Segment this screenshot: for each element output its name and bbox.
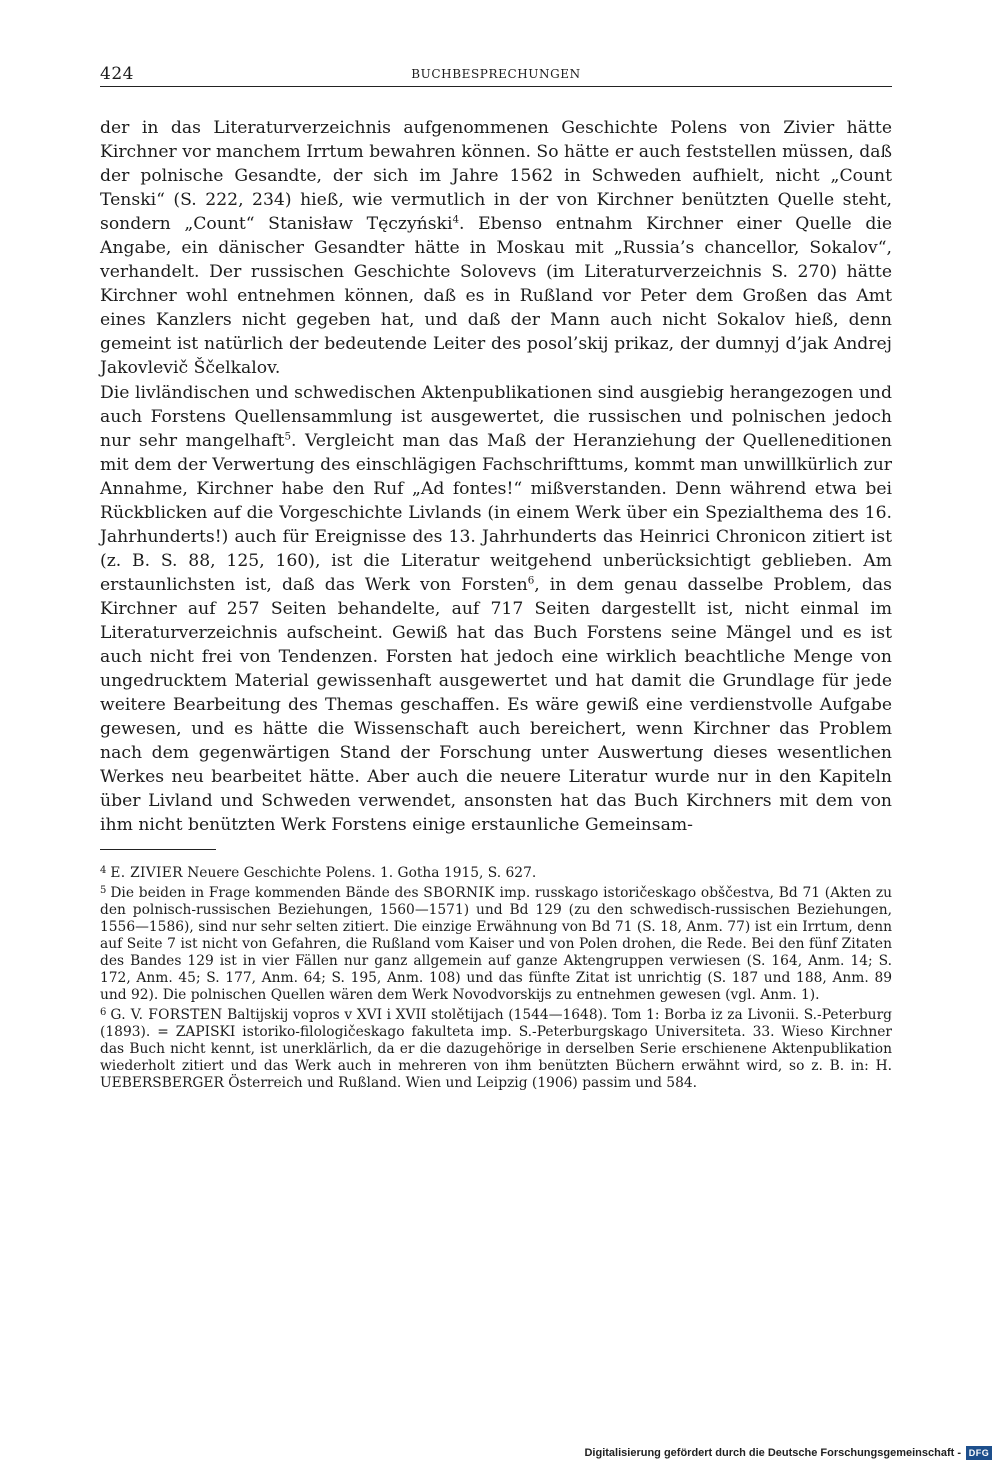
- footer-credit-text: Digitalisierung gefördert durch die Deutsche Forschungsgemeinschaft -: [584, 1447, 961, 1459]
- footnote-marker: 4: [100, 865, 107, 877]
- footnote-ref-5: 5: [284, 429, 292, 442]
- footnote-marker: 5: [100, 885, 107, 897]
- dfg-logo: DFG: [966, 1446, 992, 1460]
- footnote-text: Neuere Geschichte Polens. 1. Gotha 1915, S. 627.: [182, 865, 537, 882]
- footnote-ref-4: 4: [452, 213, 460, 226]
- footnote-5: [100, 882, 892, 1004]
- running-title: BUCHBESPRECHUNGEN: [411, 67, 581, 81]
- footnote-separator: [100, 849, 216, 850]
- footnote-text: Die beiden in Frage kommenden Bände des: [110, 885, 424, 902]
- footnote-4: [100, 862, 892, 882]
- footnote-marker: 6: [100, 1007, 107, 1019]
- body-text: [100, 116, 892, 837]
- paragraph-1: [100, 116, 892, 381]
- paragraph-1-text-a: der in das Literaturverzeichnis aufgenommenen Geschichte Polens von Zivier hätte Kirchner vor manchem Irrtum bewahren können. So hätte er auch feststellen müssen, daß der polnische Gesandte, der sich im Jahre 1562 in Schweden aufhielt, nicht „Count Tenski“ (S. 222, 234) hieß, wie vermutlich in der von Kirchner benützten Quelle steht, sondern „Count“ Stanisław Tęczyński: [100, 118, 892, 235]
- footnote-author: G. V. FORSTEN: [110, 1007, 223, 1024]
- footnote-text: Baltijskij vopros v XVI i XVII stolětijach (1544—1648). Tom 1: Borba iz za Livonii. S.-Peterburg (1893). = ZAPISKI istoriko-filologičeskago fakulteta imp. S.-Peterburgskago Universiteta. 33. Wieso Kirchner das Buch nicht kennt, ist unerklärlich, da er die dazugehörige in derselben Serie erschienene Aktenpublikation wiederholt zitiert und das Werk auch in mehreren von ihm benützten Büchern erwähnt wird, so z. B. in: H. UEBERSBERGER Österreich und Rußland. Wien und Leipzig (1906) passim und 584.: [100, 1007, 892, 1092]
- footnote-author: E. ZIVIER: [110, 865, 183, 882]
- footnote-6: [100, 1004, 892, 1092]
- footnote-author: SBORNIK: [423, 885, 495, 902]
- paragraph-1-text-b: . Ebenso entnahm Kirchner einer Quelle die Angabe, ein dänischer Gesandter hätte in Moskau mit „Russia’s chancellor, Sokalov“, verhandelt. Der russischen Geschichte Solovevs (im Literaturverzeichnis S. 270) hätte Kirchner wohl entnehmen können, daß es in Rußland vor Peter dem Großen das Amt eines Kanzlers nicht gegeben hat, und daß der Mann auch nicht Sokalov hieß, denn gemeint ist natürlich der bedeutende Leiter des posol’skij prikaz, der dumnyj d’jak Andrej Jakovlevič Ščelkalov.: [100, 214, 892, 379]
- footnote-ref-6: 6: [527, 574, 535, 587]
- paragraph-2: [100, 381, 892, 838]
- running-header: [100, 60, 892, 87]
- footnotes: [100, 862, 892, 1092]
- document-page: [100, 60, 892, 1092]
- page-number: 424: [100, 64, 134, 84]
- footnote-text: imp. russkago istoričeskago obščestva, Bd 71 (Akten zu den polnisch-russischen Beziehungen, 1560—1571) und Bd 129 (zu den schwedisch-russischen Beziehungen, 1556—1586), sind nur sehr selten zitiert. Die einzige Erwähnung von Bd 71 (S. 18, Anm. 77) ist ein Irrtum, denn auf Seite 7 ist nicht von Gefahren, die Rußland vom Kaiser und von Polen drohen, die Rede. Bei den fünf Zitaten des Bandes 129 ist in vier Fällen nur ganz allgemein auf ganze Aktengruppen verwiesen (S. 164, Anm. 14; S. 172, Anm. 45; S. 177, Anm. 64; S. 195, Anm. 108) und das fünfte Zitat ist unrichtig (S. 187 und 188, Anm. 89 und 92). Die polnischen Quellen wären dem Werk Novodvorskijs zu entnehmen gewesen (vgl. Anm. 1).: [100, 885, 892, 1004]
- paragraph-2-text-b: . Vergleicht man das Maß der Heranziehung der Quelleneditionen mit dem der Verwertung des einschlägigen Fachschrifttums, kommt man unwillkürlich zur Annahme, Kirchner habe den Ruf „Ad fontes!“ mißverstanden. Denn während etwa bei Rückblicken auf die Vorgeschichte Livlands (in einem Werk über ein Spezialthema des 16. Jahrhunderts!) auch für Ereignisse des 13. Jahrhunderts das Heinrici Chronicon zitiert ist (z. B. S. 88, 125, 160), ist die Literatur weitgehend unberücksichtigt geblieben. Am erstaunlichsten ist, daß das Werk von Forsten: [100, 430, 892, 595]
- digitization-footer: [584, 1445, 992, 1461]
- paragraph-2-text-c: , in dem genau dasselbe Problem, das Kirchner auf 257 Seiten behandelte, auf 717 Seiten dargestellt ist, nicht einmal im Literaturverzeichnis aufscheint. Gewiß hat das Buch Forstens seine Mängel und es ist auch nicht frei von Tendenzen. Forsten hat jedoch eine wirklich beachtliche Menge von ungedrucktem Material gewissenhaft ausgewertet und hat damit die Grundlage für jede weitere Bearbeitung des Themas geschaffen. Es wäre gewiß eine verdienstvolle Aufgabe gewesen, und es hätte die Wissenschaft auch bereichert, wenn Kirchner das Problem nach dem gegenwärtigen Stand der Forschung unter Auswertung dieses wesentlichen Werkes neu bearbeitet hätte. Aber auch die neuere Literatur wurde nur in den Kapiteln über Livland und Schweden verwendet, ansonsten hat das Buch Kirchners mit dem von ihm nicht benützten Werk Forstens einige erstaunliche Gemeinsam-: [100, 574, 892, 836]
- paragraph-2-text-a: Die livländischen und schwedischen Aktenpublikationen sind ausgiebig herangezogen und auch Forstens Quellensammlung ist ausgewertet, die russischen und polnischen jedoch nur sehr mangelhaft: [100, 382, 892, 451]
